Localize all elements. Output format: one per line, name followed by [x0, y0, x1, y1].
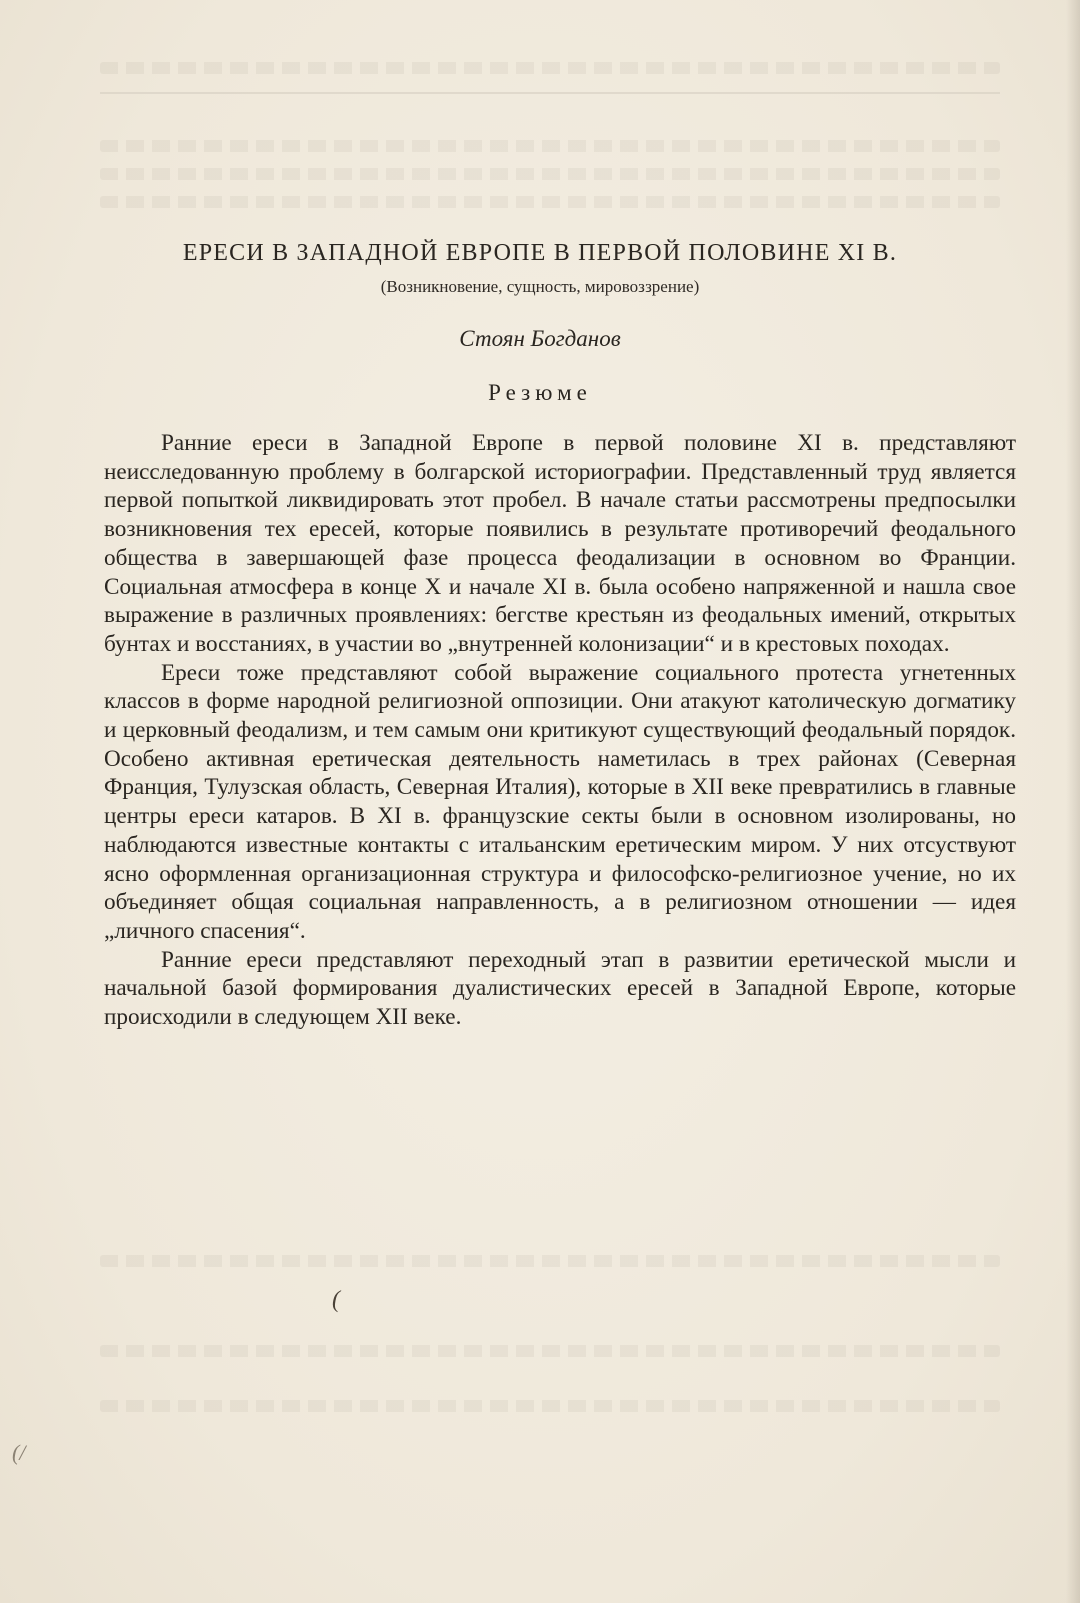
show-through-line: [100, 168, 1000, 180]
article-subtitle: (Возникновение, сущность, мировоззрение): [380, 277, 700, 296]
show-through-line: [100, 1255, 1000, 1267]
show-through-line: [100, 196, 1000, 208]
article-author: Стоян Богданов: [459, 326, 621, 351]
article-title: ЕРЕСИ В ЗАПАДНОЙ ЕВРОПЕ В ПЕРВОЙ ПОЛОВИНЕ XI В.: [182, 240, 898, 266]
margin-mark: (/: [12, 1440, 26, 1465]
paragraph-2: Ереси тоже представляют собой выражение социального протеста угнетенных классов в форме народной религиозной оппозиции. Они атакуют католическую догматику и церковный феодализм, и тем самым они критикуют существующий феодальный порядок. Особено активная еретическая деятельность наметилась в трех районах (Северная Франция, Тулузская область, Северная Италия), которые в XII веке превратились в главные центры ереси катаров. В XI в. французские секты были в основном изолированы, но наблюдаются известные контакты с итальанским еретическим миром. У них отсуствуют ясно оформленная организационная структура и философско-религиозное учение, но их объединяет общая социальная направленность, а в религиозном отношении — идея „личного спасения“.: [104, 659, 1016, 944]
show-through-header-rule: [100, 92, 1000, 94]
article-body: [104, 429, 1016, 1032]
show-through-line: [100, 1345, 1000, 1357]
paragraph-1: Ранние ереси в Западной Европе в первой половине XI в. представляют неисследованную проблему в болгарской историографии. Представленный труд является первой попыткой ликвидировать этот пробел. В начале статьи рассмотрены предпосылки возникновения тех ересей, которые появились в результате противоречий феодального общества в завершающей фазе процесса феодализации в основном во Франции. Социальная атмосфера в конце X и начале XI в. была особено напряженной и нашла свое выражение в различных проявлениях: бегстве крестьян из феодальных имений, открытых бунтах и восстаниях, в участии во „внутренней колонизации“ и в крестовых походах.: [104, 430, 1016, 657]
show-through-line: [100, 140, 1000, 152]
paragraph-3: Ранние ереси представляют переходный этап в развитии еретической мысли и начальной базой формирования дуалистических ересей в Западной Европе, которые происходили в следующем XII веке.: [104, 946, 1016, 1031]
show-through-header-line: [100, 62, 1000, 74]
section-heading: Резюме: [488, 380, 592, 405]
show-through-line: [100, 1400, 1000, 1412]
pencil-mark: (: [332, 1287, 340, 1313]
